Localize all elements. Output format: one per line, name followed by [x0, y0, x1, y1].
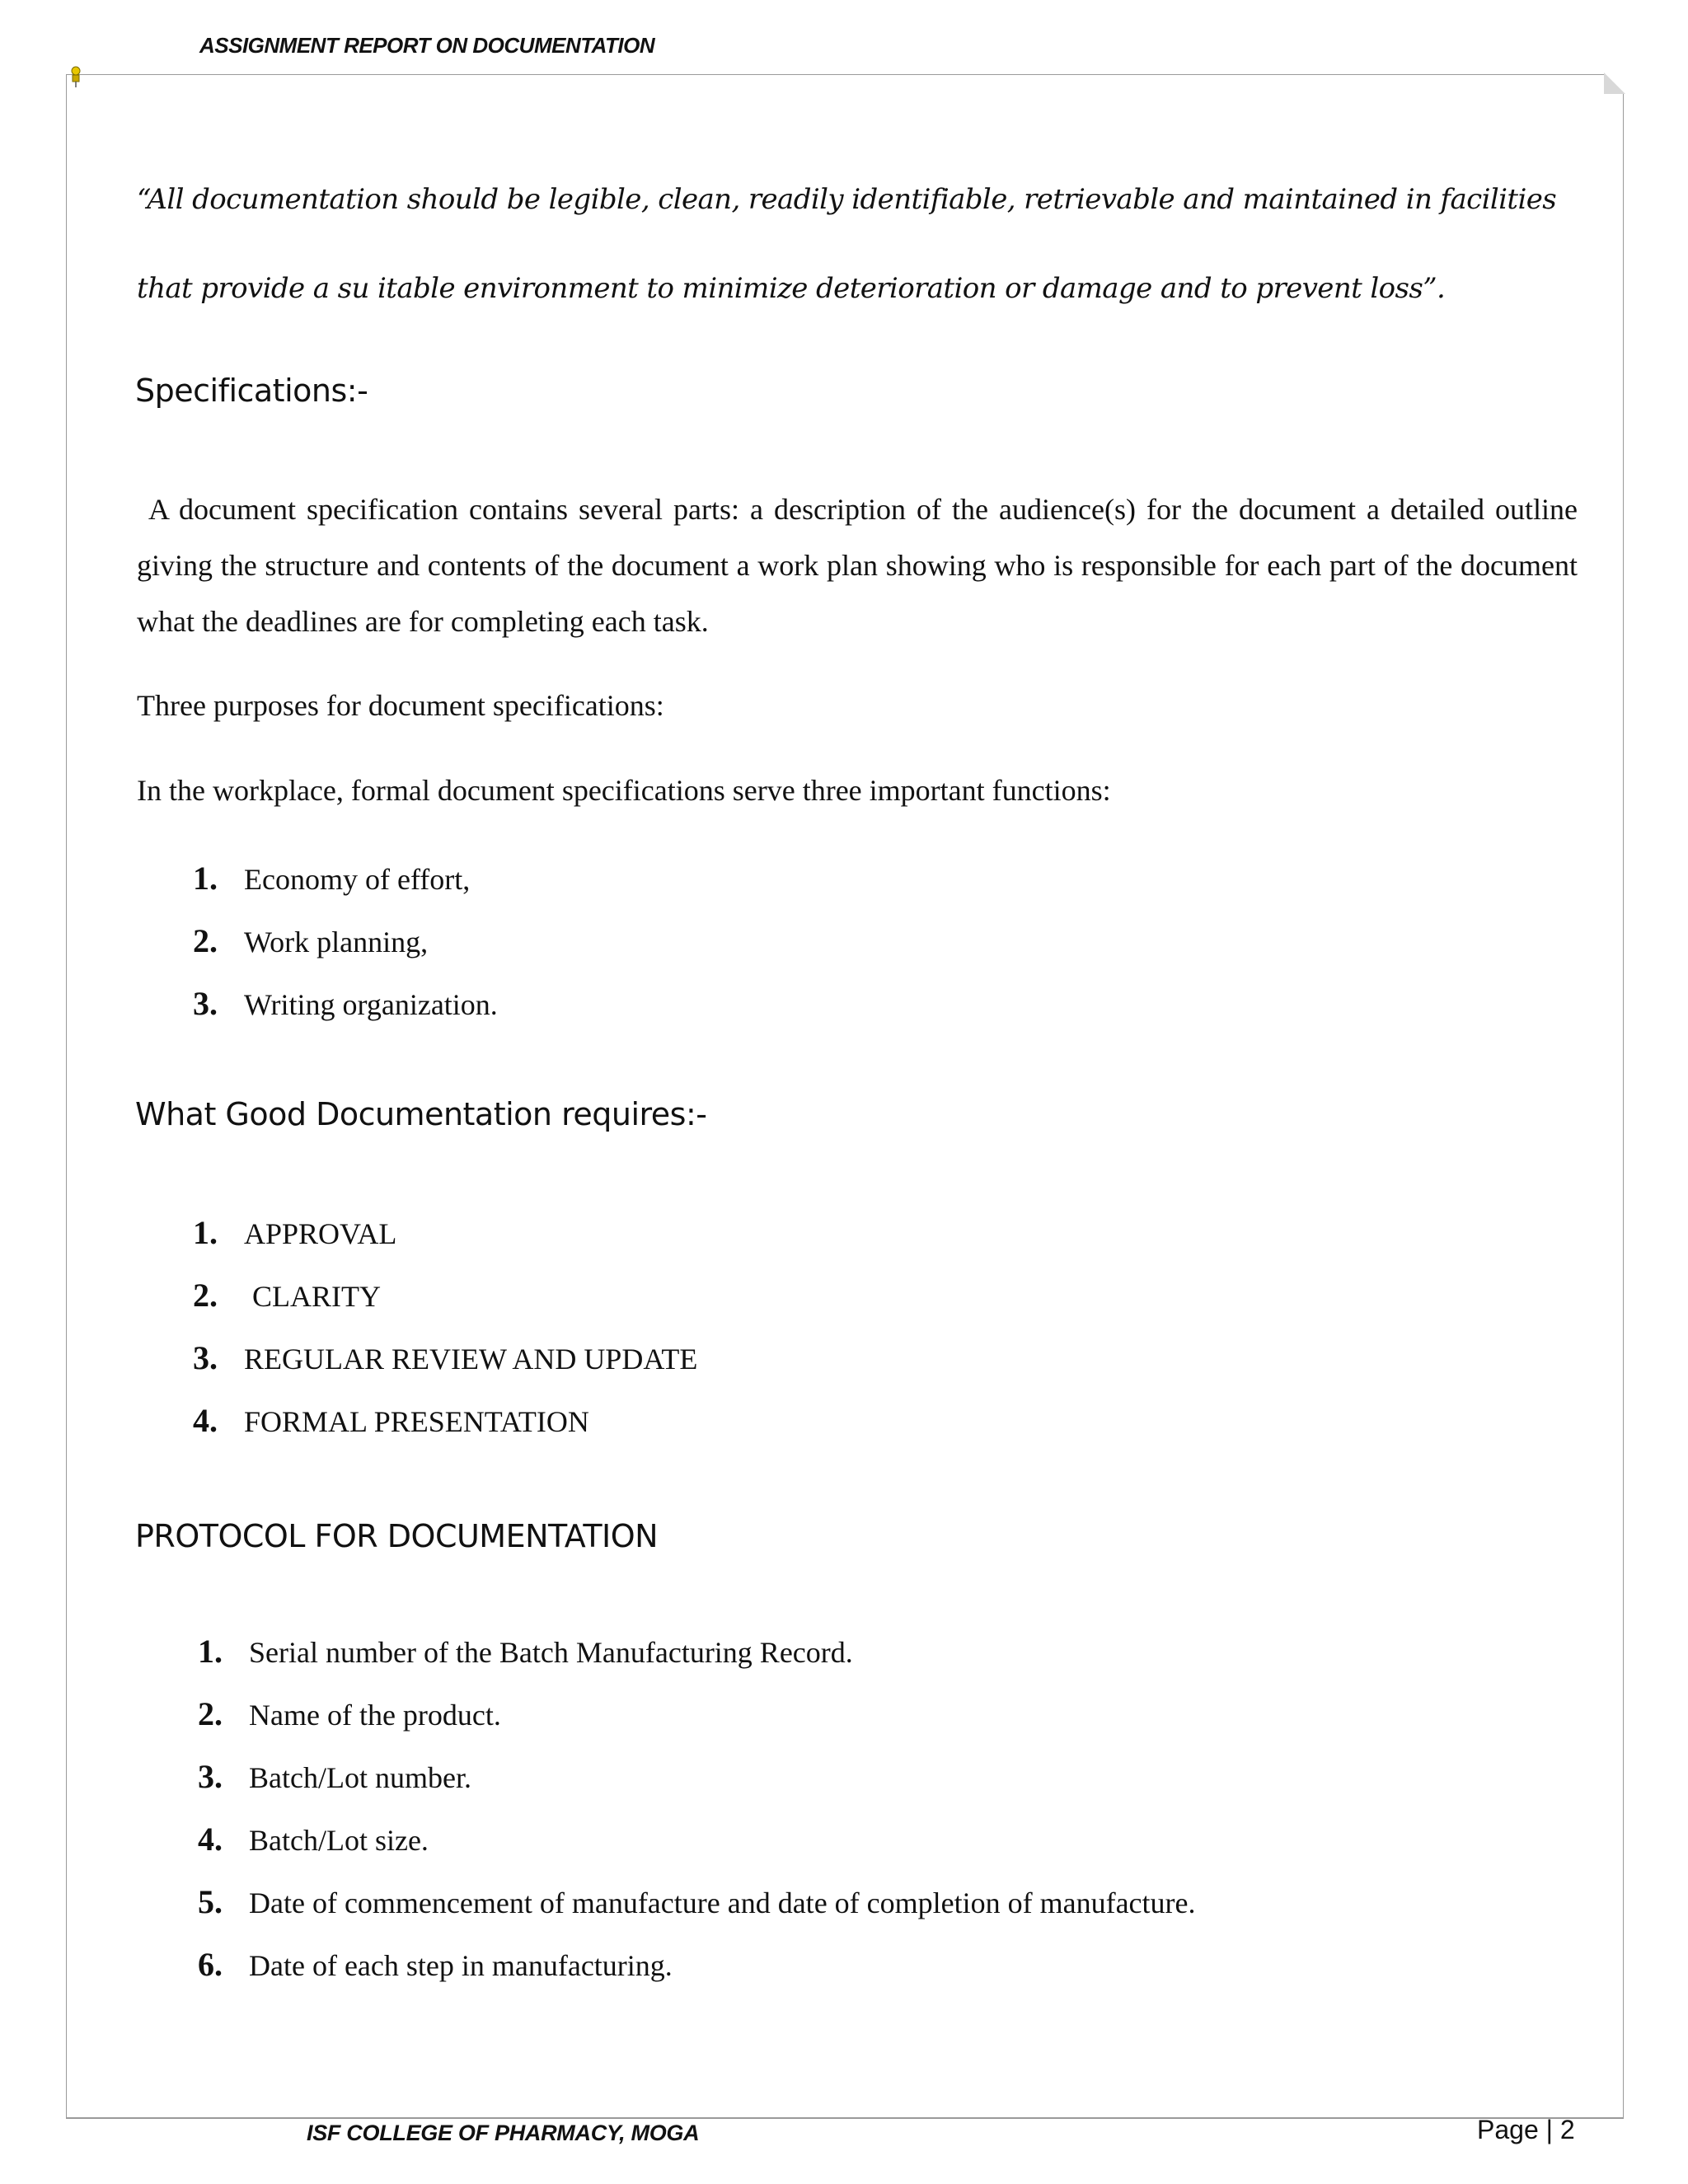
list-number: 1. [193, 860, 218, 897]
specifications-heading: Specifications:- [135, 373, 368, 409]
list-item [198, 1757, 1196, 1820]
list-item [193, 921, 498, 984]
list-item [193, 1401, 697, 1464]
list-text: Economy of effort, [244, 863, 471, 896]
list-text: Writing organization. [244, 988, 498, 1021]
list-item [198, 1632, 1196, 1694]
list-text: Name of the product. [249, 1699, 501, 1732]
requirements-list [193, 1213, 697, 1464]
list-text: REGULAR REVIEW AND UPDATE [244, 1343, 698, 1376]
pushpin-icon [70, 66, 82, 87]
list-item [198, 1882, 1196, 1945]
list-number: 2. [193, 1277, 218, 1314]
list-item [193, 1213, 697, 1276]
list-number: 2. [198, 1695, 223, 1732]
list-number: 5. [198, 1883, 223, 1920]
page-corner-fold [1604, 73, 1625, 94]
list-text: Date of each step in manufacturing. [249, 1949, 673, 1982]
header-title: ASSIGNMENT REPORT ON DOCUMENTATION [199, 33, 655, 58]
specifications-paragraph: A document specification contains several parts: a description of the audience(s) for the document a detailed outline giving the structure and contents of the document a work plan showing who is responsible for each part of the document what the deadlines are for completing each task. [137, 493, 1578, 638]
list-item [193, 1276, 697, 1338]
list-number: 6. [198, 1946, 223, 1983]
list-number: 3. [198, 1758, 223, 1795]
list-item [193, 859, 498, 921]
list-number: 3. [193, 985, 218, 1022]
list-number: 1. [198, 1633, 223, 1670]
list-number: 3. [193, 1339, 218, 1376]
list-text: Serial number of the Batch Manufacturing Record. [249, 1636, 853, 1669]
list-text: CLARITY [252, 1280, 381, 1313]
protocol-list [198, 1632, 1196, 2008]
page-number: Page | 2 [1477, 2115, 1575, 2144]
functions-line: In the workplace, formal document specifications serve three important functions: [137, 774, 1111, 807]
list-item [198, 1694, 1196, 1757]
list-item [198, 1945, 1196, 2008]
list-number: 4. [193, 1402, 218, 1439]
list-text: Work planning, [244, 926, 429, 958]
list-text: APPROVAL [244, 1217, 397, 1250]
list-text: Batch/Lot size. [249, 1824, 429, 1857]
footer-college: ISF COLLEGE OF PHARMACY, MOGA [307, 2121, 700, 2145]
list-number: 1. [193, 1214, 218, 1251]
list-item [193, 1338, 697, 1401]
list-item [193, 984, 498, 1047]
list-text: Batch/Lot number. [249, 1761, 471, 1794]
list-number: 2. [193, 922, 218, 959]
purposes-line: Three purposes for document specifications: [137, 689, 664, 722]
good-documentation-heading: What Good Documentation requires:- [135, 1096, 707, 1132]
footer-rule [66, 2118, 1624, 2119]
documentation-quote: “All documentation should be legible, clean, readily identifiable, retrievable and maintained in facilities that provide a su itable environment to minimize deterioration or damage and to prevent loss”. [137, 183, 1557, 305]
functions-list [193, 859, 498, 1047]
list-item [198, 1820, 1196, 1882]
list-number: 4. [198, 1821, 223, 1858]
list-text: Date of commencement of manufacture and date of completion of manufacture. [249, 1886, 1196, 1919]
list-text: FORMAL PRESENTATION [244, 1405, 589, 1438]
protocol-heading: PROTOCOL FOR DOCUMENTATION [135, 1518, 659, 1554]
